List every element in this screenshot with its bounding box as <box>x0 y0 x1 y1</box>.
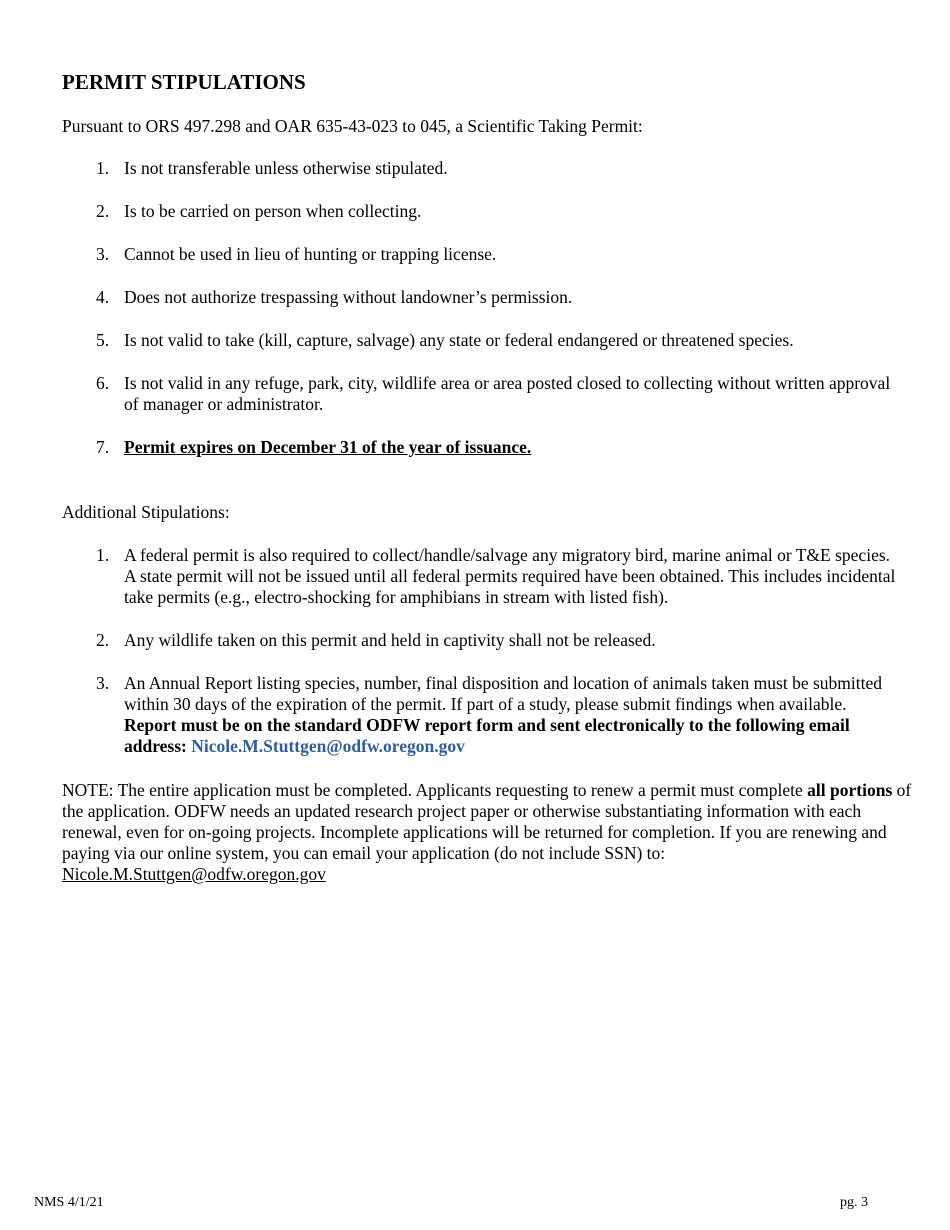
list-text: Is to be carried on person when collecting. <box>124 201 422 221</box>
list-text: Is not valid in any refuge, park, city, wildlife area or area posted closed to collecting without written approval of manager or administrator. <box>124 373 891 414</box>
additional-item <box>96 673 896 757</box>
list-text: Is not transferable unless otherwise stipulated. <box>124 158 448 178</box>
stipulation-item <box>96 373 896 415</box>
list-text: Does not authorize trespassing without landowner’s permission. <box>124 287 573 307</box>
footer-version: NMS 4/1/21 <box>34 1195 104 1210</box>
note-paragraph <box>62 780 922 885</box>
additional-item <box>96 630 896 651</box>
list-text: Any wildlife taken on this permit and held in captivity shall not be released. <box>124 630 656 650</box>
list-number: 1. <box>96 545 110 565</box>
list-text: Cannot be used in lieu of hunting or trapping license. <box>124 244 497 264</box>
stipulation-item <box>96 158 896 179</box>
list-number: 2. <box>96 201 110 221</box>
list-number: 3. <box>96 673 110 693</box>
list-number: 7. <box>96 437 110 457</box>
report-email-link[interactable]: Nicole.M.Stuttgen@odfw.oregon.gov <box>191 736 465 756</box>
note-text-1: NOTE: The entire application must be completed. Applicants requesting to renew a permit must complete <box>62 780 808 800</box>
stipulation-item <box>96 330 896 351</box>
report-requirement-text: Report must be on the standard ODFW report form and sent electronically to the following email address: <box>124 715 850 756</box>
note-text-2: of the application. ODFW needs an updated research project paper or otherwise substantiating information with each renewal, even for on-going projects. Incomplete applications will be returned for completion. If you are renewing and paying via our online system, you can email your application (do not include SSN) to: <box>62 780 912 863</box>
list-text <box>124 673 896 757</box>
list-number: 1. <box>96 158 110 178</box>
list-text: A federal permit is also required to collect/handle/salvage any migratory bird, marine animal or T&E species. A state permit will not be issued until all federal permits required have been obtained. This includes incidental take permits (e.g., electro-shocking for amphibians in stream with listed fish). <box>124 545 896 607</box>
list-number: 3. <box>96 244 110 264</box>
note-email-link[interactable]: Nicole.M.Stuttgen@odfw.oregon.gov <box>62 864 326 884</box>
intro-text: Pursuant to ORS 497.298 and OAR 635-43-023 to 045, a Scientific Taking Permit: <box>62 116 643 136</box>
list-number: 4. <box>96 287 110 307</box>
list-number: 5. <box>96 330 110 350</box>
list-number: 6. <box>96 373 110 393</box>
note-bold-text: all portions <box>807 780 893 800</box>
annual-report-text: An Annual Report listing species, number, final disposition and location of animals taken must be submitted within 30 days of the expiration of the permit. If part of a study, please submit findings when available. <box>124 673 883 714</box>
stipulation-item <box>96 287 896 308</box>
additional-item <box>96 545 896 608</box>
stipulation-item <box>96 437 896 458</box>
stipulation-item <box>96 201 896 222</box>
permit-expiry-text: Permit expires on December 31 of the year of issuance. <box>124 437 532 457</box>
page-title: PERMIT STIPULATIONS <box>62 70 306 94</box>
list-number: 2. <box>96 630 110 650</box>
additional-stipulations-heading: Additional Stipulations: <box>62 502 230 522</box>
list-text: Is not valid to take (kill, capture, salvage) any state or federal endangered or threatened species. <box>124 330 794 350</box>
stipulation-item <box>96 244 896 265</box>
footer-page-number: pg. 3 <box>840 1195 868 1210</box>
